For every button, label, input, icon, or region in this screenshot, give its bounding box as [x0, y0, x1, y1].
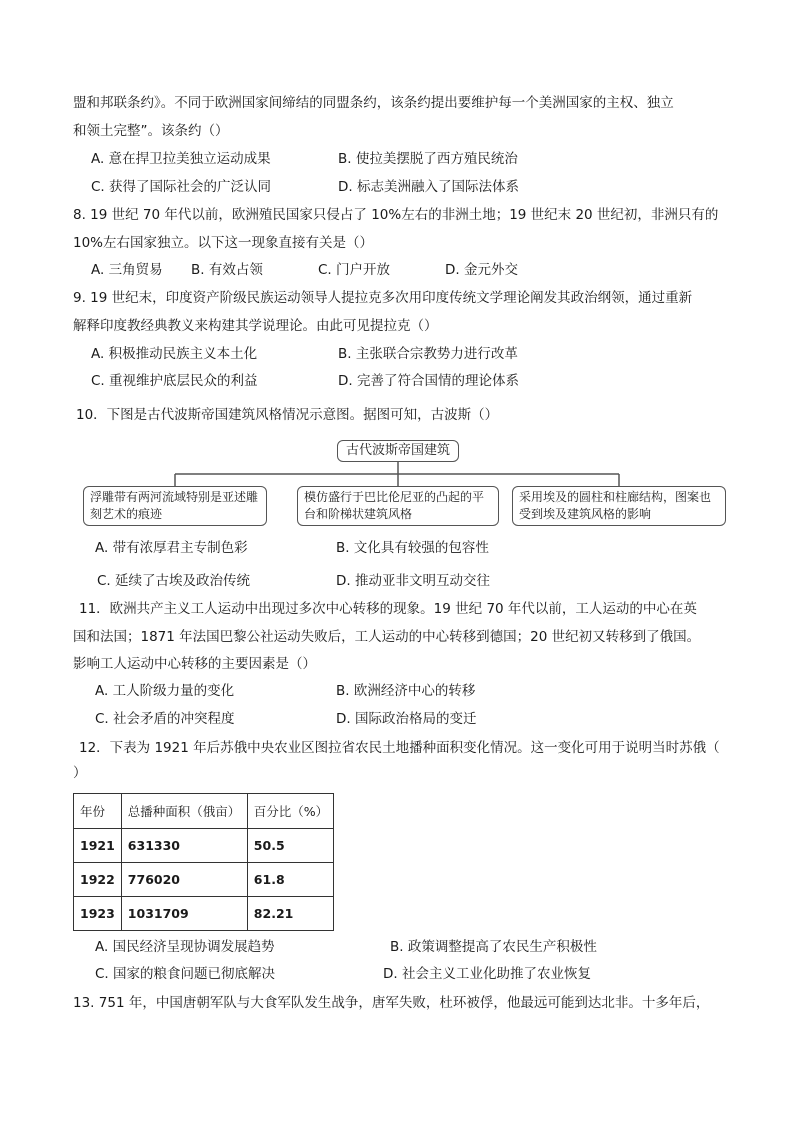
table-cell-percent: 50.5 [247, 829, 333, 863]
table-header-cell: 百分比（%） [247, 794, 333, 829]
q12-option-a: A. 国民经济呈现协调发展趋势 [95, 939, 275, 955]
q10-option-c: C. 延续了古埃及政治传统 [97, 573, 251, 589]
table-cell-area: 631330 [121, 829, 247, 863]
q9-option-a: A. 积极推动民族主义本土化 [91, 346, 258, 362]
q9-option-d: D. 完善了符合国情的理论体系 [338, 373, 519, 389]
q13-text-line1: 13. 751 年，中国唐朝军队与大食军队发生战争，唐军失败，杜环被俘，他最远可能到达北非。十多年后， [73, 995, 710, 1011]
q9-option-b: B. 主张联合宗教势力进行改革 [338, 346, 518, 362]
table-row [74, 829, 334, 863]
q12-option-d: D. 社会主义工业化助推了农业恢复 [383, 966, 591, 982]
q11-text-line3: 影响工人运动中心转移的主要因素是（） [73, 656, 316, 672]
q8-option-d: D. 金元外交 [445, 262, 518, 278]
q10-option-b: B. 文化具有较强的包容性 [336, 540, 489, 556]
q7-text-line2: 和领土完整”。该条约（） [73, 123, 229, 139]
sowing-area-table [73, 793, 334, 931]
table-row [74, 863, 334, 897]
q9-text-line2: 解释印度教经典教义来构建其学说理论。由此可见提拉克（） [73, 318, 438, 334]
q11-text-line2: 国和法国；1871 年法国巴黎公社运动失败后，工人运动的中心转移到德国；20 世纪初又转移到了俄国。 [73, 629, 701, 645]
q9-option-c: C. 重视维护底层民众的利益 [91, 373, 258, 389]
q8-option-c: C. 门户开放 [318, 262, 391, 278]
q11-option-c: C. 社会矛盾的冲突程度 [95, 711, 235, 727]
q11-text-line1: 11．欧洲共产主义工人运动中出现过多次中心转移的现象。19 世纪 70 年代以前，工人运动的中心在英 [79, 601, 697, 617]
q11-option-d: D. 国际政治格局的变迁 [336, 711, 477, 727]
diagram-box-columns: 采用埃及的圆柱和柱廊结构，图案也受到埃及建筑风格的影响 [512, 486, 726, 526]
table-cell-year: 1921 [74, 829, 122, 863]
q12-text-line1: 12．下表为 1921 年后苏俄中央农业区图拉省农民土地播种面积变化情况。这一变化可用于说明当时苏俄（ [79, 740, 720, 756]
q12-option-c: C. 国家的粮食问题已彻底解决 [95, 966, 276, 982]
q7-text-line1: 盟和邦联条约》。不同于欧洲国家间缔结的同盟条约，该条约提出要维护每一个美洲国家的主权、独立 [73, 95, 674, 111]
q11-option-b: B. 欧洲经济中心的转移 [336, 683, 476, 699]
q8-option-a: A. 三角贸易 [91, 262, 163, 278]
q10-option-a: A. 带有浓厚君主专制色彩 [95, 540, 248, 556]
q7-option-c: C. 获得了国际社会的广泛认同 [91, 179, 272, 195]
table-header-cell: 年份 [74, 794, 122, 829]
q12-text-line2: ） [73, 765, 87, 781]
q9-text-line1: 9. 19 世纪末，印度资产阶级民族运动领导人提拉克多次用印度传统文学理论阐发其政治纲领，通过重新 [73, 290, 693, 306]
diagram-box-relief: 浮雕带有两河流域特别是亚述雕刻艺术的痕迹 [83, 486, 267, 526]
q10-option-d: D. 推动亚非文明互动交往 [336, 573, 490, 589]
diagram-box-platform: 模仿盛行于巴比伦尼亚的凸起的平台和阶梯状建筑风格 [297, 486, 499, 526]
table-cell-year: 1923 [74, 897, 122, 931]
table-cell-year: 1922 [74, 863, 122, 897]
table-cell-percent: 61.8 [247, 863, 333, 897]
q7-option-a: A. 意在捍卫拉美独立运动成果 [91, 151, 271, 167]
diagram-title: 古代波斯帝国建筑 [337, 440, 459, 462]
q12-option-b: B. 政策调整提高了农民生产积极性 [390, 939, 597, 955]
table-cell-area: 776020 [121, 863, 247, 897]
q8-text-line2: 10%左右国家独立。以下这一现象直接有关是（） [73, 235, 374, 251]
q7-option-b: B. 使拉美摆脱了西方殖民统治 [338, 151, 518, 167]
table-header-cell: 总播种面积（俄亩） [121, 794, 247, 829]
table-cell-percent: 82.21 [247, 897, 333, 931]
table-row [74, 897, 334, 931]
q8-option-b: B. 有效占领 [191, 262, 263, 278]
q10-text-line1: 10．下图是古代波斯帝国建筑风格情况示意图。据图可知，古波斯（） [76, 407, 499, 423]
q7-option-d: D. 标志美洲融入了国际法体系 [338, 179, 519, 195]
table-cell-area: 1031709 [121, 897, 247, 931]
table-header-row [74, 794, 334, 829]
q11-option-a: A. 工人阶级力量的变化 [95, 683, 235, 699]
q8-text-line1: 8. 19 世纪 70 年代以前，欧洲殖民国家只侵占了 10%左右的非洲土地；19 世纪末 20 世纪初，非洲只有的 [73, 207, 719, 223]
